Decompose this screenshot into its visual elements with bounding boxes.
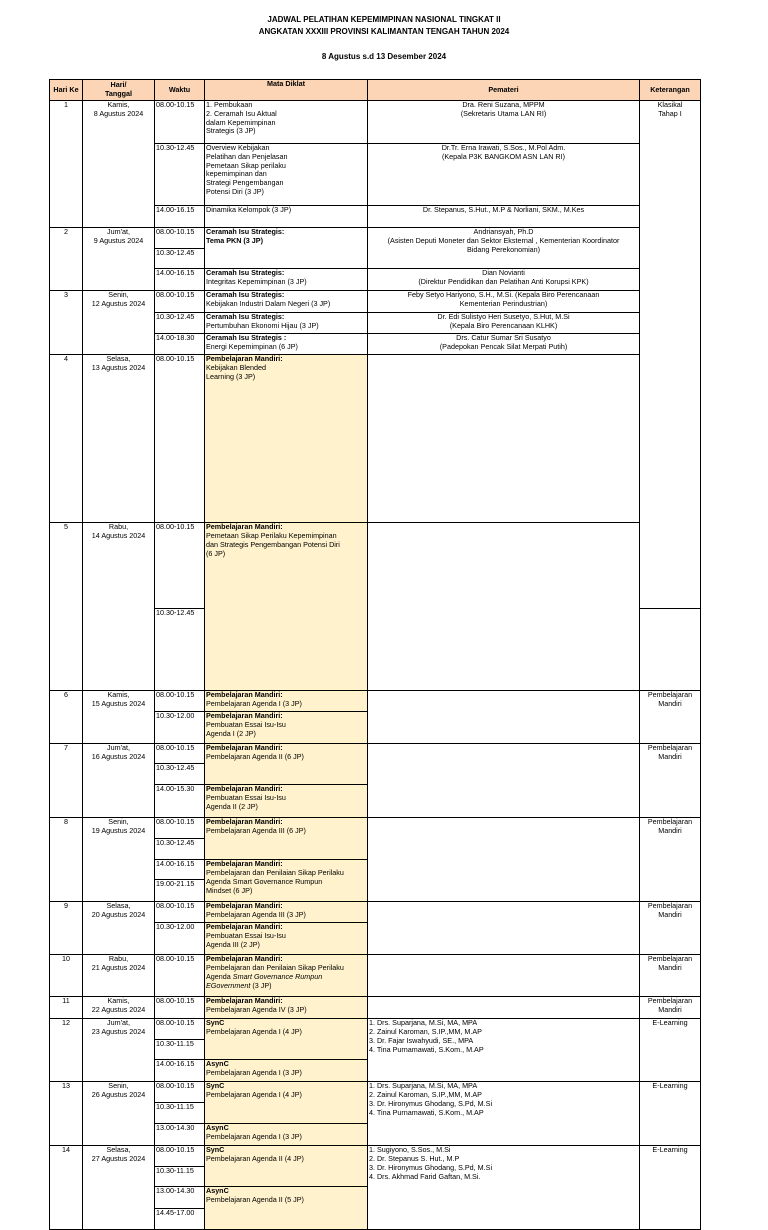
day-number: 1 xyxy=(50,101,83,228)
speaker-list-cell: 1. Sugiyono, S.Sos., M.Si 2. Dr. Stepanus S. Hut., M.P 3. Dr. Hironymus Ghodang, S.Pd, M.Si 4. Drs. Akhmad Farid Gaftan, M.Si. xyxy=(368,1146,640,1230)
time-cell: 08.00-10.15 xyxy=(155,691,205,712)
speaker-list-cell: 1. Drs. Suparjana, M.Si, MA, MPA 2. Zainul Karoman, S.IP.,MM, M.AP 3. Dr. Fajar Iswahyudi, SE., MPA 4. Tina Purnamawati, S.Kom., M.AP xyxy=(368,1019,640,1082)
time-cell: 08.00-10.15 xyxy=(155,291,205,313)
day-number: 14 xyxy=(50,1146,83,1230)
document-header xyxy=(0,14,768,63)
subject-cell: Pembelajaran Mandiri: Pembelajaran dan Penilaian Sikap Perilaku Agenda Smart Governance Rumpun EGovernment (3 JP) xyxy=(205,955,368,997)
subject-cell: Pembelajaran Mandiri: Pembuatan Essai Isu-Isu Agenda III (2 JP) xyxy=(205,923,368,955)
keterangan-cell: Pembelajaran Mandiri xyxy=(640,691,701,744)
time-cell: 14.00-15.30 xyxy=(155,785,205,818)
keterangan-cell: Pembelajaran Mandiri xyxy=(640,818,701,902)
day-date: Kamis, 8 Agustus 2024 xyxy=(83,101,155,228)
time-cell: 08.00-10.15 xyxy=(155,523,205,609)
speaker-cell: Dr.Tr. Erna Irawati, S.Sos., M.Pol Adm. (Kepala P3K BANGKOM ASN LAN RI) xyxy=(368,144,640,206)
header-hari-ke: Hari Ke xyxy=(50,80,83,101)
day-number: 3 xyxy=(50,291,83,355)
subject-cell: Ceramah Isu Strategis: Tema PKN (3 JP) xyxy=(205,228,368,269)
day-date: Kamis, 22 Agustus 2024 xyxy=(83,997,155,1019)
day-number: 6 xyxy=(50,691,83,744)
time-cell: 08.00-10.15 xyxy=(155,818,205,839)
subject-cell: AsynC Pembelajaran Agenda I (3 JP) xyxy=(205,1124,368,1146)
day-number: 4 xyxy=(50,355,83,523)
speaker-cell xyxy=(368,744,640,818)
table-row xyxy=(50,101,701,144)
time-cell: 10.30-12.45 xyxy=(155,764,205,785)
speaker-cell xyxy=(368,355,640,523)
subject-cell: Overview Kebijakan Pelatihan dan Penjelasan Pemetaan Sikap perilaku kepemimpinan dan Strategi Pengembangan Potensi Diri (3 JP) xyxy=(205,144,368,206)
subject-cell: SynC Pembelajaran Agenda I (4 JP) xyxy=(205,1019,368,1060)
speaker-cell: Dr. Edi Sulistyo Heri Susetyo, S.Hut, M.Si (Kepala Biro Perencanaan KLHK) xyxy=(368,313,640,334)
day-date: Selasa, 13 Agustus 2024 xyxy=(83,355,155,523)
schedule-table xyxy=(49,79,701,1230)
time-cell: 10.30-11.15 xyxy=(155,1167,205,1187)
day-date: Rabu, 14 Agustus 2024 xyxy=(83,523,155,691)
header-waktu: Waktu xyxy=(155,80,205,101)
subject-cell: AsynC Pembelajaran Agenda I (3 JP) xyxy=(205,1060,368,1082)
table-row xyxy=(50,523,701,609)
day-number: 8 xyxy=(50,818,83,902)
time-cell: 08.00-10.15 xyxy=(155,902,205,923)
time-cell: 08.00-10.15 xyxy=(155,955,205,997)
table-row xyxy=(50,955,701,997)
subject-cell: Pembelajaran Mandiri: Kebijakan Blended Learning (3 JP) xyxy=(205,355,368,523)
day-number: 10 xyxy=(50,955,83,997)
subject-cell: SynC Pembelajaran Agenda II (4 JP) xyxy=(205,1146,368,1187)
time-cell: 08.00-10.15 xyxy=(155,1019,205,1040)
time-cell: 14.00-18.30 xyxy=(155,334,205,355)
day-number: 12 xyxy=(50,1019,83,1082)
keterangan-cell: Pembelajaran Mandiri xyxy=(640,955,701,997)
time-cell: 08.00-10.15 xyxy=(155,744,205,764)
time-cell: 10.30-12.45 xyxy=(155,144,205,206)
speaker-cell xyxy=(368,523,640,691)
speaker-cell: Drs. Catur Sumar Sri Susatyo (Padepokan Pencak Silat Merpati Putih) xyxy=(368,334,640,355)
time-cell: 10.30-11.15 xyxy=(155,1040,205,1060)
speaker-cell xyxy=(368,818,640,902)
speaker-cell: Dian Novianti (Direktur Pendidikan dan Pelatihan Anti Korupsi KPK) xyxy=(368,269,640,291)
speaker-cell: Feby Setyo Hariyono, S.H., M.Si. (Kepala Biro Perencanaan Kementerian Perindustrian) xyxy=(368,291,640,313)
time-cell: 14.00-16.15 xyxy=(155,206,205,228)
speaker-list-cell: 1. Drs. Suparjana, M.Si, MA, MPA 2. Zainul Karoman, S.IP.,MM, M.AP 3. Dr. Hironymus Ghodang, S.Pd, M.Si 4. Tina Purnamawati, S.Kom., M.AP xyxy=(368,1082,640,1146)
table-row xyxy=(50,997,701,1019)
time-cell: 14.00-16.15 xyxy=(155,1060,205,1082)
time-cell: 08.00-10.15 xyxy=(155,228,205,249)
table-header-row xyxy=(50,80,701,101)
day-date: Senin, 12 Agustus 2024 xyxy=(83,291,155,355)
day-date: Senin, 19 Agustus 2024 xyxy=(83,818,155,902)
speaker-cell: Dr. Stepanus, S.Hut., M.P & Norliani, SKM., M.Kes xyxy=(368,206,640,228)
subject-cell: Pembelajaran Mandiri: Pembelajaran dan Penilaian Sikap Perilaku Agenda Smart Governance Rumpun Mindset (6 JP) xyxy=(205,860,368,902)
subject-cell: Ceramah Isu Strategis: Integritas Kepemimpinan (3 JP) xyxy=(205,269,368,291)
time-cell: 10.30-12.45 xyxy=(155,839,205,860)
speaker-cell: Andriansyah, Ph.D (Asisten Deputi Moneter dan Sektor Eksternal , Kementerian Koordinator Bidang Perekonomian) xyxy=(368,228,640,269)
subject-cell: Pembelajaran Mandiri: Pembelajaran Agenda III (6 JP) xyxy=(205,818,368,860)
table-row xyxy=(50,228,701,249)
time-cell: 08.00-10.15 xyxy=(155,1146,205,1167)
day-number: 7 xyxy=(50,744,83,818)
header-mata-diklat: Mata Diklat xyxy=(205,80,368,101)
time-cell: 10.30-12.45 xyxy=(155,249,205,269)
day-date: Jum'at, 23 Agustus 2024 xyxy=(83,1019,155,1082)
keterangan-cell: Pembelajaran Mandiri xyxy=(640,744,701,818)
table-row xyxy=(50,818,701,839)
subject-cell: Ceramah Isu Strategis : Energi Kepemimpinan (6 JP) xyxy=(205,334,368,355)
subject-cell: Ceramah Isu Strategis: Pertumbuhan Ekonomi Hijau (3 JP) xyxy=(205,313,368,334)
speaker-cell xyxy=(368,997,640,1019)
time-cell: 10.30-12.00 xyxy=(155,712,205,744)
table-row xyxy=(50,355,701,523)
time-cell: 08.00-10.15 xyxy=(155,1082,205,1103)
day-number: 2 xyxy=(50,228,83,291)
day-number: 13 xyxy=(50,1082,83,1146)
day-date: Selasa, 27 Agustus 2024 xyxy=(83,1146,155,1230)
speaker-cell xyxy=(368,691,640,744)
speaker-cell xyxy=(368,955,640,997)
table-row xyxy=(50,1019,701,1040)
time-cell: 10.30-11.15 xyxy=(155,1103,205,1124)
subject-cell: Pembelajaran Mandiri: Pembelajaran Agenda IV (3 JP) xyxy=(205,997,368,1019)
time-cell: 14.00-16.15 xyxy=(155,269,205,291)
time-cell: 10.30-12.45 xyxy=(155,609,205,691)
title-line-1: JADWAL PELATIHAN KEPEMIMPINAN NASIONAL TINGKAT II xyxy=(267,15,501,24)
subject-cell: Pembelajaran Mandiri: Pembuatan Essai Isu-Isu Agenda II (2 JP) xyxy=(205,785,368,818)
keterangan-cell: Pembelajaran Mandiri xyxy=(640,997,701,1019)
subject-cell: Pembelajaran Mandiri: Pemetaan Sikap Perilaku Kepemimpinan dan Strategis Pengembangan Potensi Diri (6 JP) xyxy=(205,523,368,691)
day-date: Rabu, 21 Agustus 2024 xyxy=(83,955,155,997)
subject-cell: Pembelajaran Mandiri: Pembuatan Essai Isu-Isu Agenda I (2 JP) xyxy=(205,712,368,744)
keterangan-cell: Pembelajaran Mandiri xyxy=(640,902,701,955)
subject-cell: Pembelajaran Mandiri: Pembelajaran Agenda III (3 JP) xyxy=(205,902,368,923)
header-hari-tanggal: Hari/ Tanggal xyxy=(83,80,155,101)
keterangan-cell: E-Learning xyxy=(640,1146,701,1230)
header-pemateri: Pemateri xyxy=(368,80,640,101)
time-cell: 08.00-10.15 xyxy=(155,355,205,523)
day-number: 11 xyxy=(50,997,83,1019)
day-number: 9 xyxy=(50,902,83,955)
table-row xyxy=(50,1146,701,1167)
table-row xyxy=(50,291,701,313)
subject-cell: Pembelajaran Mandiri: Pembelajaran Agenda I (3 JP) xyxy=(205,691,368,712)
day-date: Kamis, 15 Agustus 2024 xyxy=(83,691,155,744)
table-row xyxy=(50,691,701,712)
time-cell: 10.30-12.45 xyxy=(155,313,205,334)
speaker-cell xyxy=(368,902,640,955)
time-cell: 10.30-12.00 xyxy=(155,923,205,955)
subject-cell: SynC Pembelajaran Agenda I (4 JP) xyxy=(205,1082,368,1124)
keterangan-cell: Klasikal Tahap I xyxy=(640,101,701,609)
time-cell: 13.00-14.30 xyxy=(155,1187,205,1209)
time-cell: 14.45-17.00 xyxy=(155,1209,205,1230)
day-date: Jum'at, 9 Agustus 2024 xyxy=(83,228,155,291)
subject-cell: AsynC Pembelajaran Agenda II (5 JP) xyxy=(205,1187,368,1230)
time-cell: 08.00-10.15 xyxy=(155,997,205,1019)
day-date: Jum'at, 16 Agustus 2024 xyxy=(83,744,155,818)
subject-cell: Pembelajaran Mandiri: Pembelajaran Agenda II (6 JP) xyxy=(205,744,368,785)
table-row xyxy=(50,1082,701,1103)
keterangan-cell: E-Learning xyxy=(640,1082,701,1146)
time-cell: 08.00-10.15 xyxy=(155,101,205,144)
table-row xyxy=(50,744,701,764)
table-row xyxy=(50,902,701,923)
speaker-cell: Dra. Reni Suzana, MPPM (Sekretaris Utama LAN RI) xyxy=(368,101,640,144)
time-cell: 14.00-16.15 xyxy=(155,860,205,880)
header-keterangan: Keterangan xyxy=(640,80,701,101)
time-cell: 19.00-21.15 xyxy=(155,880,205,902)
subject-cell: 1. Pembukaan 2. Ceramah Isu Aktual dalam Kepemimpinan Strategis (3 JP) xyxy=(205,101,368,144)
time-cell: 13.00-14.30 xyxy=(155,1124,205,1146)
title-line-2: ANGKATAN XXXIII PROVINSI KALIMANTAN TENGAH TAHUN 2024 xyxy=(258,27,510,36)
day-date: Selasa, 20 Agustus 2024 xyxy=(83,902,155,955)
day-date: Senin, 26 Agustus 2024 xyxy=(83,1082,155,1146)
subject-cell: Dinamika Kelompok (3 JP) xyxy=(205,206,368,228)
day-number: 5 xyxy=(50,523,83,691)
period-line: 8 Agustus s.d 13 Desember 2024 xyxy=(321,52,447,61)
keterangan-cell: E-Learning xyxy=(640,1019,701,1082)
subject-cell: Ceramah Isu Strategis: Kebijakan Industri Dalam Negeri (3 JP) xyxy=(205,291,368,313)
